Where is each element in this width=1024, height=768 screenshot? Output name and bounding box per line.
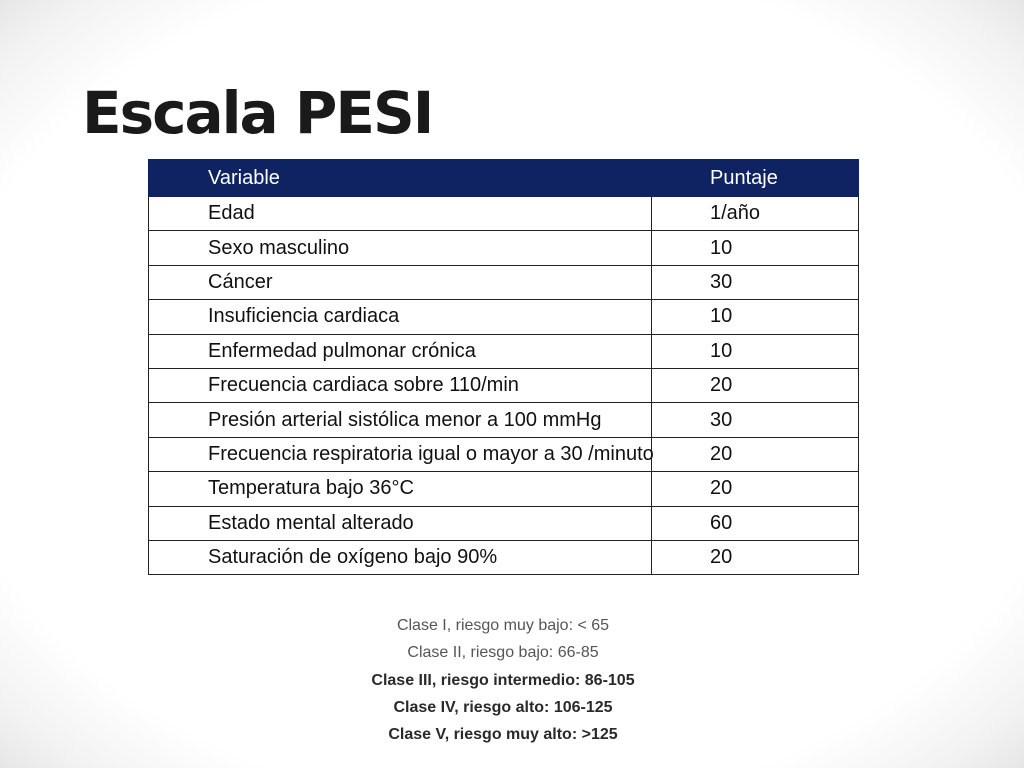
score-cell: 1/año [652,197,859,231]
table-row [149,197,859,231]
score-cell: 60 [652,506,859,540]
table-row [149,334,859,368]
score-cell: 30 [652,403,859,437]
risk-class-line: Clase II, riesgo bajo: 66-85 [407,644,599,662]
score-cell: 10 [652,334,859,368]
risk-classes-list [300,612,706,748]
variable-cell: Insuficiencia cardiaca [149,300,652,334]
variable-cell: Temperatura bajo 36°C [149,472,652,506]
score-cell: 20 [652,437,859,471]
variable-cell: Presión arterial sistólica menor a 100 mmHg [149,403,652,437]
risk-class-line: Clase V, riesgo muy alto: >125 [388,726,618,744]
score-cell: 20 [652,472,859,506]
risk-class-line: Clase IV, riesgo alto: 106-125 [393,698,613,716]
table-row [149,265,859,299]
score-cell: 20 [652,368,859,402]
table-row [149,368,859,402]
table-body [149,197,859,575]
column-header-score: Puntaje [652,160,859,197]
table-row [149,472,859,506]
column-header-variable: Variable [149,160,652,197]
risk-class-line: Clase I, riesgo muy bajo: < 65 [396,617,610,634]
variable-cell: Frecuencia cardiaca sobre 110/min [149,368,652,402]
table-row [149,300,859,334]
variable-cell: Frecuencia respiratoria igual o mayor a 30 /minuto [149,437,652,471]
variable-cell: Sexo masculino [149,231,652,265]
score-cell: 20 [652,540,859,574]
slide-title: Escala PESI [82,79,433,147]
variable-cell: Cáncer [149,265,652,299]
variable-cell: Edad [149,197,652,231]
variable-cell: Enfermedad pulmonar crónica [149,334,652,368]
variable-cell: Saturación de oxígeno bajo 90% [149,540,652,574]
table-header-row [149,160,859,197]
pesi-score-table [148,159,859,575]
table-row [149,540,859,574]
score-cell: 30 [652,265,859,299]
variable-cell: Estado mental alterado [149,506,652,540]
table-row [149,403,859,437]
table-row [149,231,859,265]
risk-class-line: Clase III, riesgo intermedio: 86-105 [371,671,635,689]
table-row [149,506,859,540]
score-cell: 10 [652,300,859,334]
score-cell: 10 [652,231,859,265]
table-row [149,437,859,471]
